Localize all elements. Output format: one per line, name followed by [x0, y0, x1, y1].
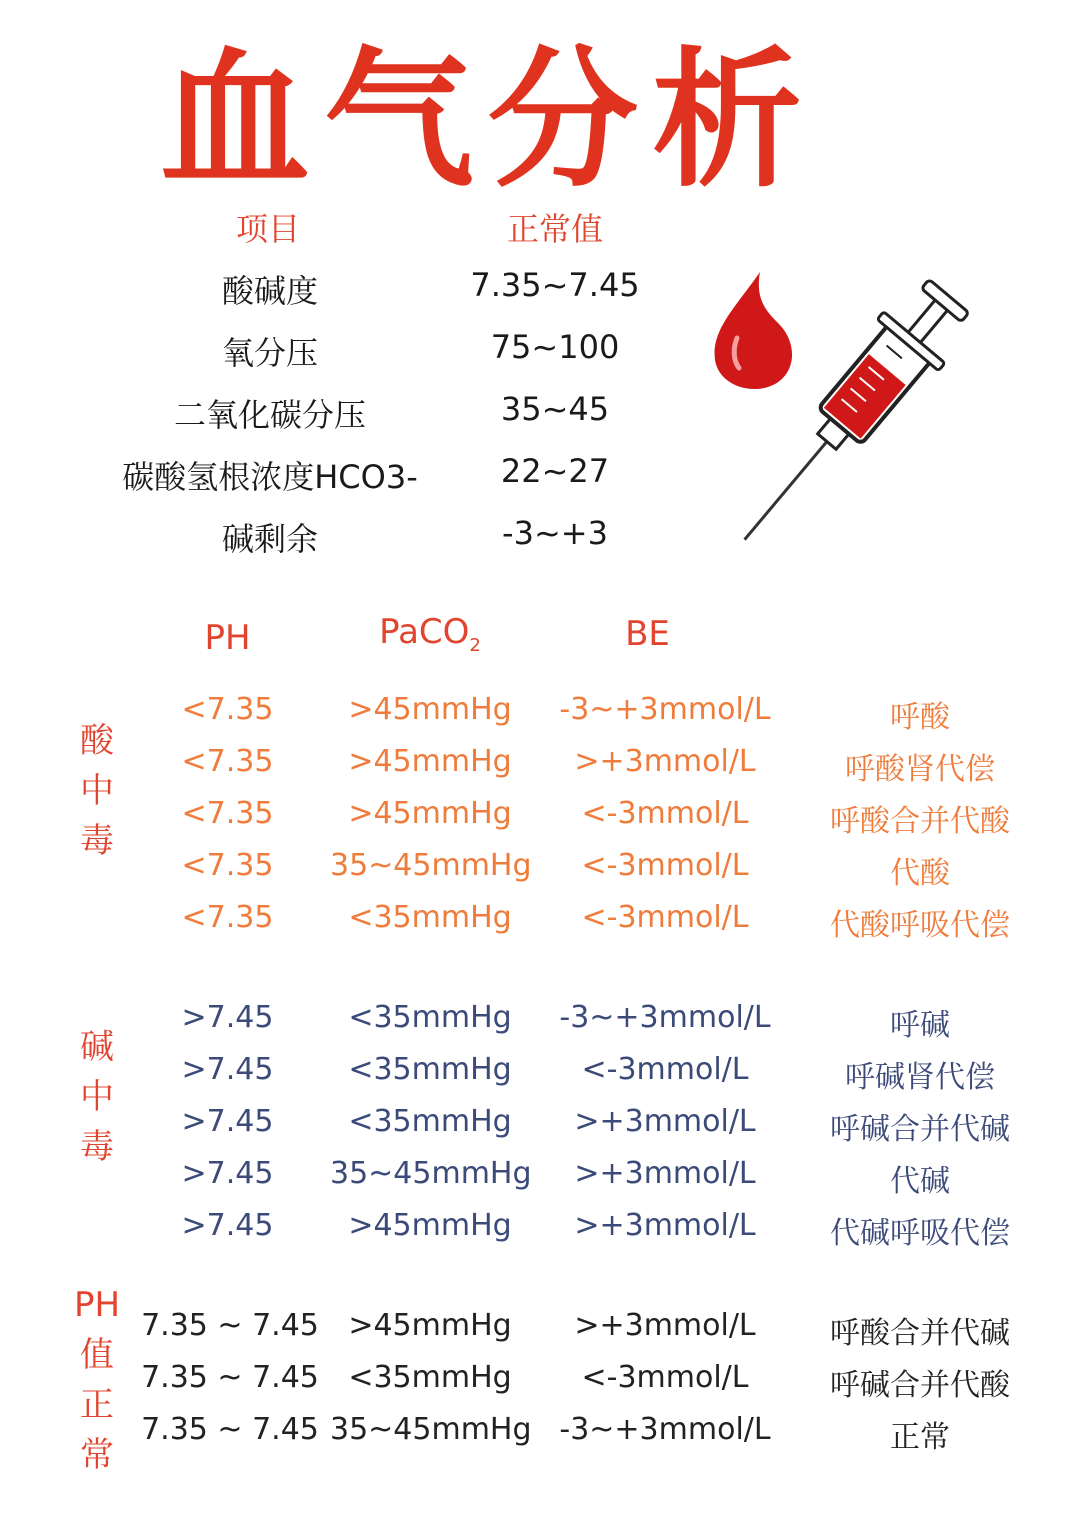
acid-row5-be: <-3mmol/L [581, 900, 749, 935]
alk-row2-be: <-3mmol/L [581, 1052, 749, 1087]
ref-normal-pco2: 35~45 [500, 390, 610, 428]
ref-normal-hco3: 22~27 [500, 452, 610, 490]
acid-row2-dx: 呼酸肾代偿 [845, 752, 995, 787]
alk-row5-dx: 代碱呼吸代偿 [830, 1216, 1010, 1251]
col-header-paco2: PaCO$_2$ [379, 612, 481, 656]
acid-row4-be: <-3mmol/L [581, 848, 749, 883]
acid-row1-ph: <7.35 [181, 692, 274, 727]
acid-row5-dx: 代酸呼吸代偿 [830, 908, 1010, 943]
alk-row3-dx: 呼碱合并代碱 [830, 1112, 1010, 1147]
ref-header-item: 项目 [235, 210, 300, 248]
acid-row2-paco2: >45mmHg [348, 744, 512, 779]
alk-row3-be: >+3mmol/L [574, 1104, 756, 1139]
alk-row1-ph: >7.45 [181, 1000, 274, 1035]
acid-row4-paco2: 35~45mmHg [330, 848, 532, 883]
acid-row1-paco2: >45mmHg [348, 692, 512, 727]
norm-row3-paco2: 35~45mmHg [330, 1412, 532, 1447]
norm-row3-ph: 7.35 ~ 7.45 [141, 1412, 319, 1447]
acid-row3-paco2: >45mmHg [348, 796, 512, 831]
alkalosis-label: 碱 中 毒 [80, 1027, 114, 1167]
acid-row5-ph: <7.35 [181, 900, 274, 935]
page-title: 血气分析 [160, 32, 817, 208]
col-header-ph: PH [204, 618, 251, 658]
ref-normal-po2: 75~100 [490, 328, 620, 366]
alk-row3-paco2: <35mmHg [348, 1104, 512, 1139]
alk-row4-ph: >7.45 [181, 1156, 274, 1191]
acid-row3-be: <-3mmol/L [581, 796, 749, 831]
ref-normal-be: -3~+3 [502, 514, 608, 552]
ref-item-hco3: 碳酸氢根浓度HCO3- [122, 458, 418, 496]
norm-row1-ph: 7.35 ~ 7.45 [141, 1308, 319, 1343]
ref-item-pco2: 二氧化碳分压 [173, 396, 366, 434]
alk-row1-dx: 呼碱 [890, 1008, 950, 1043]
acid-row3-dx: 呼酸合并代酸 [830, 804, 1010, 839]
acid-row1-dx: 呼酸 [890, 700, 950, 735]
col-header-be: BE [625, 614, 670, 654]
ref-item-ph: 酸碱度 [221, 272, 318, 310]
normal-ph-label: PH 值 正 常 [73, 1285, 121, 1475]
ref-normal-ph: 7.35~7.45 [470, 266, 640, 304]
acid-row4-dx: 代酸 [890, 856, 950, 891]
norm-row2-dx: 呼碱合并代酸 [830, 1368, 1010, 1403]
alk-row2-dx: 呼碱肾代偿 [845, 1060, 995, 1095]
alk-row1-paco2: <35mmHg [348, 1000, 512, 1035]
norm-row3-dx: 正常 [890, 1420, 950, 1455]
norm-row3-be: -3~+3mmol/L [559, 1412, 771, 1447]
alk-row3-ph: >7.45 [181, 1104, 274, 1139]
alk-row5-paco2: >45mmHg [348, 1208, 512, 1243]
alkalosis-group [0, 998, 1080, 1258]
acid-row4-ph: <7.35 [181, 848, 274, 883]
alk-row4-dx: 代碱 [890, 1164, 950, 1199]
norm-row1-paco2: >45mmHg [348, 1308, 512, 1343]
norm-row1-dx: 呼酸合并代碱 [830, 1316, 1010, 1351]
ref-item-be: 碱剩余 [221, 520, 318, 558]
norm-row2-paco2: <35mmHg [348, 1360, 512, 1395]
ref-header-normal: 正常值 [506, 210, 603, 248]
norm-row2-be: <-3mmol/L [581, 1360, 749, 1395]
alk-row5-ph: >7.45 [181, 1208, 274, 1243]
alk-row2-ph: >7.45 [181, 1052, 274, 1087]
acidosis-group [0, 690, 1080, 950]
norm-row1-be: >+3mmol/L [574, 1308, 756, 1343]
acid-row2-be: >+3mmol/L [574, 744, 756, 779]
norm-row2-ph: 7.35 ~ 7.45 [141, 1360, 319, 1395]
alk-row4-be: >+3mmol/L [574, 1156, 756, 1191]
acid-row3-ph: <7.35 [181, 796, 274, 831]
alk-row4-paco2: 35~45mmHg [330, 1156, 532, 1191]
alk-row5-be: >+3mmol/L [574, 1208, 756, 1243]
syringe-icon [730, 278, 970, 550]
alk-row1-be: -3~+3mmol/L [559, 1000, 771, 1035]
acidosis-label: 酸 中 毒 [80, 721, 114, 861]
acid-row1-be: -3~+3mmol/L [559, 692, 771, 727]
ref-item-po2: 氧分压 [221, 334, 318, 372]
acid-row5-paco2: <35mmHg [348, 900, 512, 935]
acid-row2-ph: <7.35 [181, 744, 274, 779]
normal-ph-group [0, 1306, 1080, 1466]
alk-row2-paco2: <35mmHg [348, 1052, 512, 1087]
